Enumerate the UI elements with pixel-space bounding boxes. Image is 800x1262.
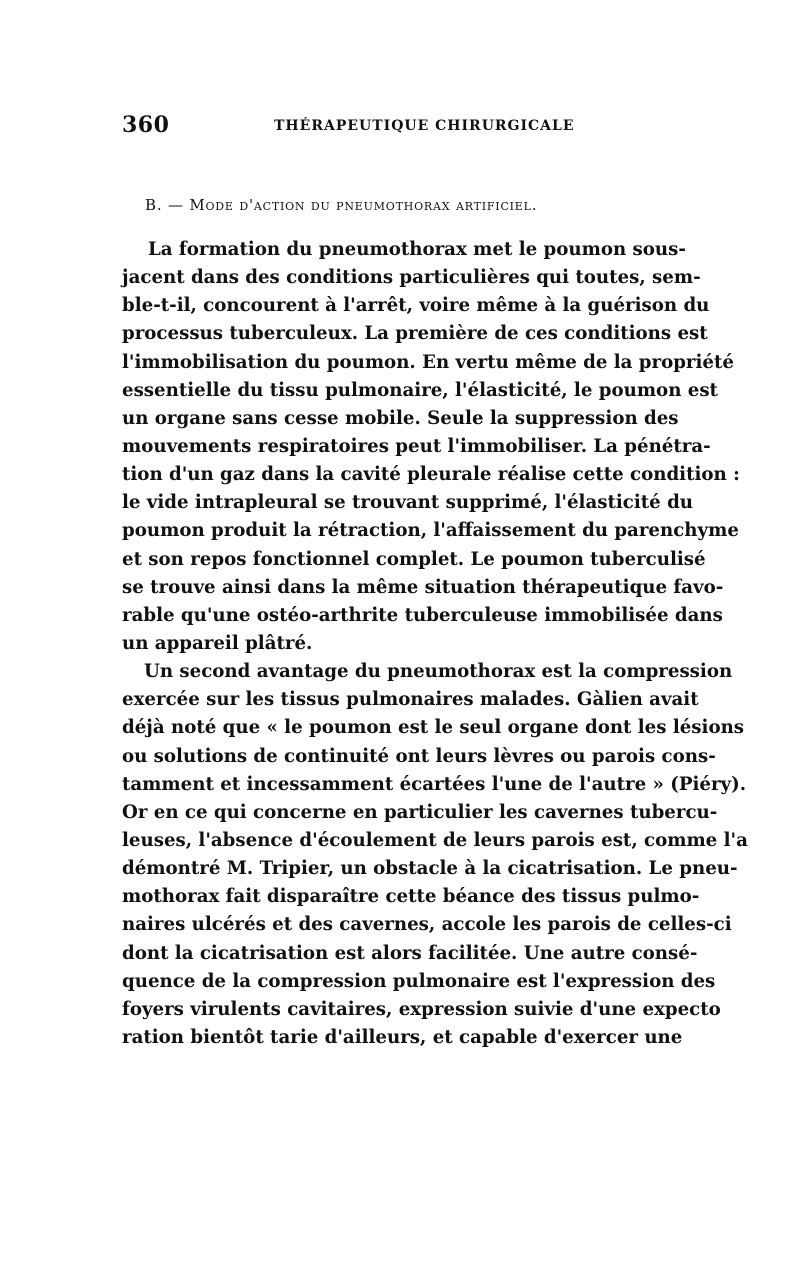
text-line: essentielle du tissu pulmonaire, l'élasticité, le poumon est bbox=[122, 379, 718, 401]
text-line: leuses, l'absence d'écoulement de leurs parois est, comme l'a bbox=[122, 829, 748, 851]
text-line: exercée sur les tissus pulmonaires malades. Gàlien avait bbox=[122, 689, 699, 711]
text-line: quence de la compression pulmonaire est l'expression des bbox=[122, 970, 716, 992]
text-line: poumon produit la rétraction, l'affaissement du parenchyme bbox=[122, 520, 739, 542]
text-line: se trouve ainsi dans la même situation thérapeutique favo- bbox=[122, 576, 724, 598]
text-line: un organe sans cesse mobile. Seule la suppression des bbox=[122, 407, 679, 429]
text-line: ou solutions de continuité ont leurs lèvres ou parois cons- bbox=[122, 745, 716, 767]
text-line: processus tuberculeux. La première de ces conditions est bbox=[122, 323, 708, 345]
text-line: et son repos fonctionnel complet. Le poumon tuberculisé bbox=[122, 548, 706, 570]
text-line: démontré M. Tripier, un obstacle à la cicatrisation. Le pneu- bbox=[122, 858, 738, 880]
paragraph-1 bbox=[122, 236, 740, 658]
text-line: ble-t-il, concourent à l'arrêt, voire même à la guérison du bbox=[122, 295, 710, 317]
text-line: La formation du pneumothorax met le poumon sous- bbox=[148, 239, 686, 260]
text-line: tamment et incessamment écartées l'une de l'autre » (Piéry). bbox=[122, 773, 747, 795]
text-line: déjà noté que « le poumon est le seul organe dont les lésions bbox=[122, 717, 745, 739]
text-line: Un second avantage du pneumothorax est la compression bbox=[144, 661, 733, 683]
section-heading-text: B. — Mode d'action du pneumothorax artificiel. bbox=[145, 196, 538, 214]
text-line: rable qu'une ostéo-arthrite tuberculeuse immobilisée dans bbox=[122, 604, 723, 626]
text-line: dont la cicatrisation est alors facilitée. Une autre consé- bbox=[122, 942, 698, 964]
text-line: un appareil plâtré. bbox=[122, 632, 313, 654]
text-line: tion d'un gaz dans la cavité pleurale réalise cette condition : bbox=[122, 464, 740, 486]
page-header bbox=[122, 112, 678, 142]
text-line: naires ulcérés et des cavernes, accole les parois de celles-ci bbox=[122, 914, 732, 936]
body-text bbox=[122, 236, 748, 1052]
text-line: l'immobilisation du poumon. En vertu même de la propriété bbox=[122, 351, 734, 373]
text-line: mouvements respiratoires peut l'immobiliser. La pénétra- bbox=[122, 435, 711, 457]
text-line: foyers virulents cavitaires, expression suivie d'une expecto bbox=[122, 998, 721, 1020]
text-line: mothorax fait disparaître cette béance des tissus pulmo- bbox=[122, 886, 700, 908]
text-line: jacent dans des conditions particulières qui toutes, sem- bbox=[122, 267, 701, 289]
text-line: le vide intrapleural se trouvant supprimé, l'élasticité du bbox=[122, 492, 694, 514]
page-number: 360 bbox=[122, 112, 170, 138]
section-heading bbox=[145, 196, 537, 214]
paragraph-2 bbox=[122, 658, 748, 1052]
text-line: ration bientôt tarie d'ailleurs, et capable d'exercer une bbox=[122, 1026, 683, 1048]
text-line: Or en ce qui concerne en particulier les cavernes tubercu- bbox=[122, 801, 718, 823]
running-title: THÉRAPEUTIQUE CHIRURGICALE bbox=[274, 118, 575, 134]
